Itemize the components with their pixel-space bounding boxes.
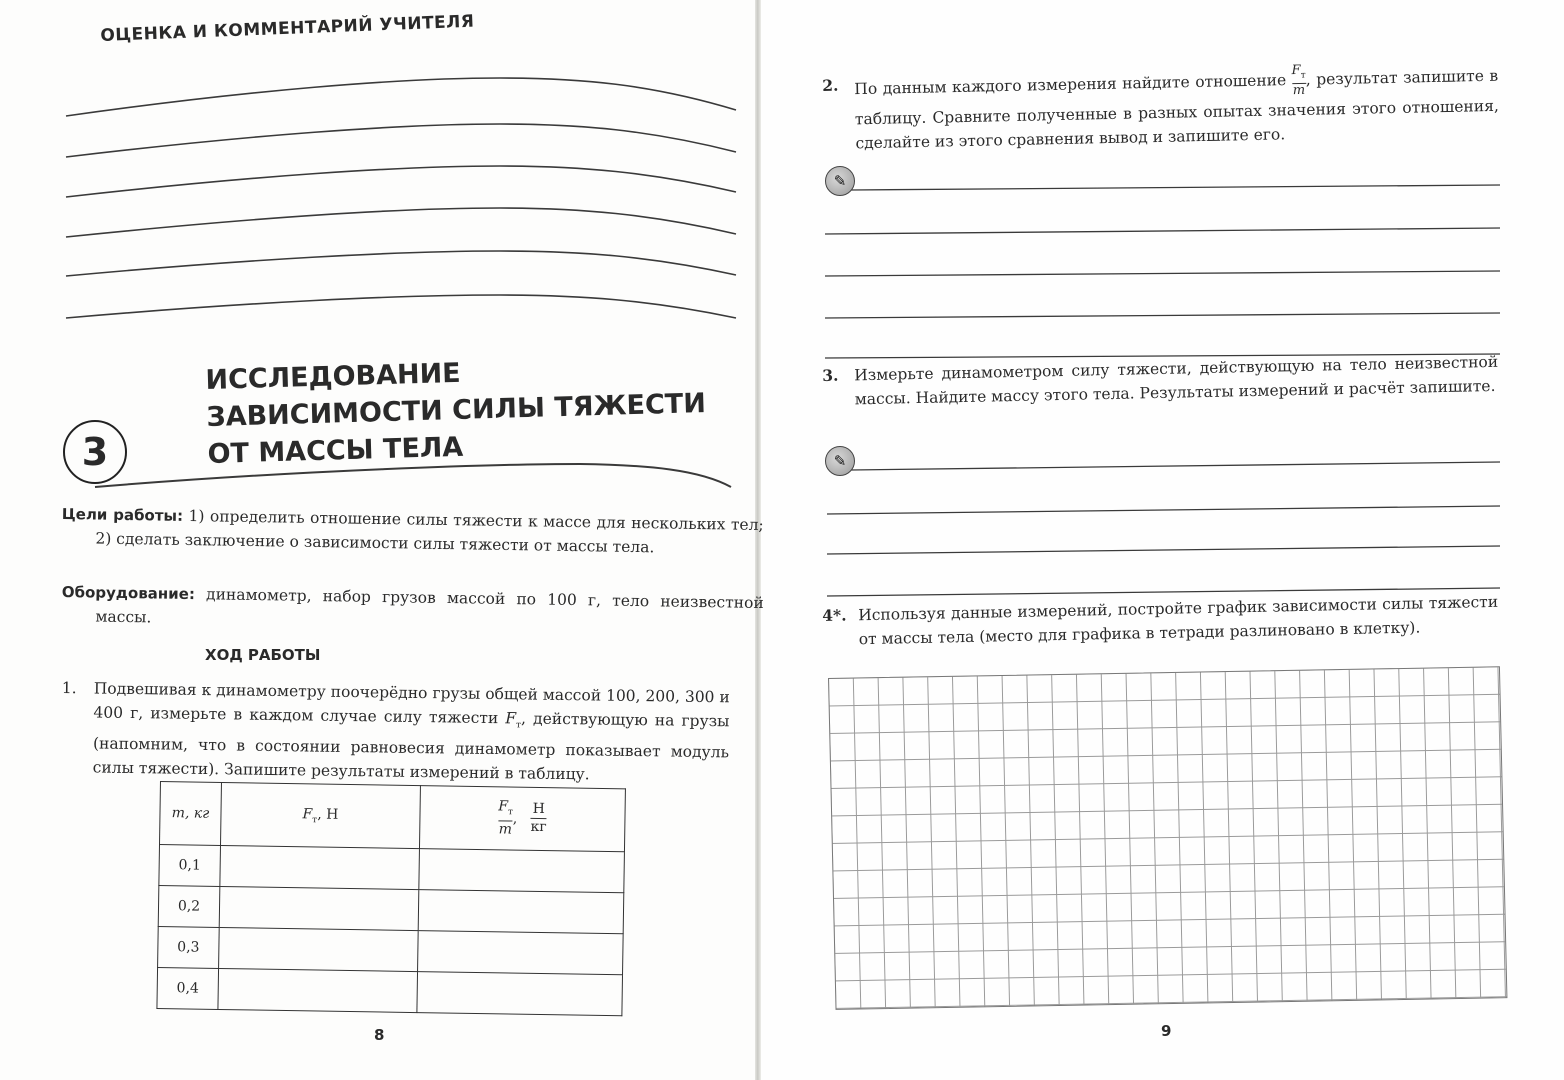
teacher-line-4 <box>66 208 736 237</box>
cell-ratio[interactable] <box>419 849 625 893</box>
cell-force[interactable] <box>219 886 419 930</box>
equipment-label: Оборудование: <box>61 582 196 604</box>
cell-mass: 0,4 <box>157 967 219 1009</box>
cell-force[interactable] <box>218 968 418 1012</box>
goals-text: 1) определить отношение силы тяжести к массе для нескольких тел; 2) сделать заключение о зависимости силы тяжести от массы тела. <box>95 506 764 557</box>
task-4-text: Используя данные измерений, постройте график зависимости силы тяжести от массы тела (место для графика в тетради разлиновано в клетку). <box>858 592 1499 649</box>
header-mass <box>160 782 222 846</box>
force-subscript: т <box>515 720 522 731</box>
task-1-number: 1. <box>61 678 77 698</box>
cell-force[interactable] <box>219 927 419 971</box>
task-2-number: 2. <box>822 75 839 95</box>
task-1-text-a: Подвешивая к динамометру поочерёдно грузы общей массой 100, 200, 300 и 400 г, измерьте в каждом случае силу тяжести <box>93 679 730 728</box>
task-2-frac-num: F <box>1291 62 1301 79</box>
pencil-write-icon: ✎ <box>825 446 855 476</box>
work-heading: ХОД РАБОТЫ <box>205 646 321 664</box>
task-1 <box>61 676 730 788</box>
cell-ratio[interactable] <box>418 890 624 934</box>
header-force-unit: , Н <box>317 806 339 823</box>
force-symbol: F <box>505 709 517 728</box>
equipment-text: динамометр, набор грузов массой по 100 г, тело неизвестной массы. <box>95 585 764 627</box>
header-force-symbol: F <box>302 805 313 822</box>
lab-title-underline <box>95 464 731 487</box>
unit-den: кг <box>530 819 547 836</box>
answer-line-2d <box>825 313 1500 318</box>
cell-ratio[interactable] <box>418 931 624 975</box>
header-mass-label: m, кг <box>171 805 210 822</box>
task-2-text-b: , результат запишите в таблицу. Сравните полученные в разных опытах значения этого отношения, сделайте из этого сравнения вывод и запишите его. <box>854 66 1499 152</box>
lab-number-badge <box>63 420 127 484</box>
task-2-frac-sub: т <box>1300 70 1306 81</box>
table-row <box>158 885 624 933</box>
ratio-fraction <box>498 798 513 839</box>
task-4-number: 4*. <box>822 605 847 625</box>
teacher-line-2 <box>66 124 736 157</box>
header-ratio <box>419 786 625 852</box>
lab-title-line-3: ОТ МАССЫ ТЕЛА <box>207 431 464 470</box>
cell-mass: 0,3 <box>158 926 220 968</box>
page-number-right: 9 <box>1161 1022 1172 1040</box>
teacher-line-6 <box>66 295 736 318</box>
cell-mass: 0,1 <box>159 845 221 887</box>
task-2-fraction <box>1291 64 1306 98</box>
lab-title <box>205 348 707 473</box>
answer-line-2b <box>825 228 1500 234</box>
answer-line-3b <box>827 506 1500 514</box>
teacher-line-3 <box>66 166 736 197</box>
answer-line-3c <box>827 546 1500 554</box>
answer-line-2c <box>825 271 1500 276</box>
answer-line-3a <box>851 462 1500 470</box>
ratio-num-sub: т <box>507 806 514 817</box>
header-force-sub: т <box>312 814 318 825</box>
ratio-sep: , <box>512 810 518 827</box>
task-3-text: Измерьте динамометром силу тяжести, действующую на тело неизвестной массы. Найдите массу этого тела. Результаты измерений и расчёт запишите. <box>854 352 1499 409</box>
measurement-table <box>156 781 626 1016</box>
cell-ratio[interactable] <box>417 972 623 1016</box>
page-number-left: 8 <box>374 1026 385 1044</box>
cell-force[interactable] <box>220 845 420 889</box>
cell-mass: 0,2 <box>158 885 220 927</box>
lab-title-line-1: ИССЛЕДОВАНИЕ <box>205 357 462 396</box>
graph-grid-area[interactable] <box>828 666 1507 1010</box>
ratio-num: F <box>498 797 509 815</box>
table-row <box>157 967 623 1015</box>
task-3-number: 3. <box>822 365 839 385</box>
table-row <box>158 926 624 974</box>
pencil-write-icon: ✎ <box>825 166 855 196</box>
ratio-den: m <box>498 821 513 838</box>
goals-label: Цели работы: <box>61 504 184 525</box>
teacher-comment-heading: ОЦЕНКА И КОММЕНТАРИЙ УЧИТЕЛЯ <box>100 11 475 46</box>
teacher-line-1 <box>66 78 736 116</box>
table-header-row <box>160 782 626 852</box>
task-2-frac-den: m <box>1292 82 1306 98</box>
answer-line-2a <box>851 185 1500 190</box>
header-force <box>220 782 420 848</box>
task-2 <box>822 60 1500 156</box>
task-2-text-a: По данным каждого измерения найдите отношение <box>854 70 1292 99</box>
lab-title-line-2: ЗАВИСИМОСТИ СИЛЫ ТЯЖЕСТИ <box>206 388 707 433</box>
teacher-line-5 <box>66 251 736 276</box>
unit-num: Н <box>532 801 546 818</box>
lab-number: 3 <box>81 430 109 474</box>
task-2-text <box>854 60 1500 155</box>
unit-fraction <box>530 801 547 836</box>
table-row <box>159 845 625 893</box>
task-1-text <box>93 676 730 788</box>
task-1-text-b: , действующую на грузы (напомним, что в состоянии равновесия динамометр показывает модуль силы тяжести). Запишите результаты измерений в таблицу. <box>92 709 730 784</box>
